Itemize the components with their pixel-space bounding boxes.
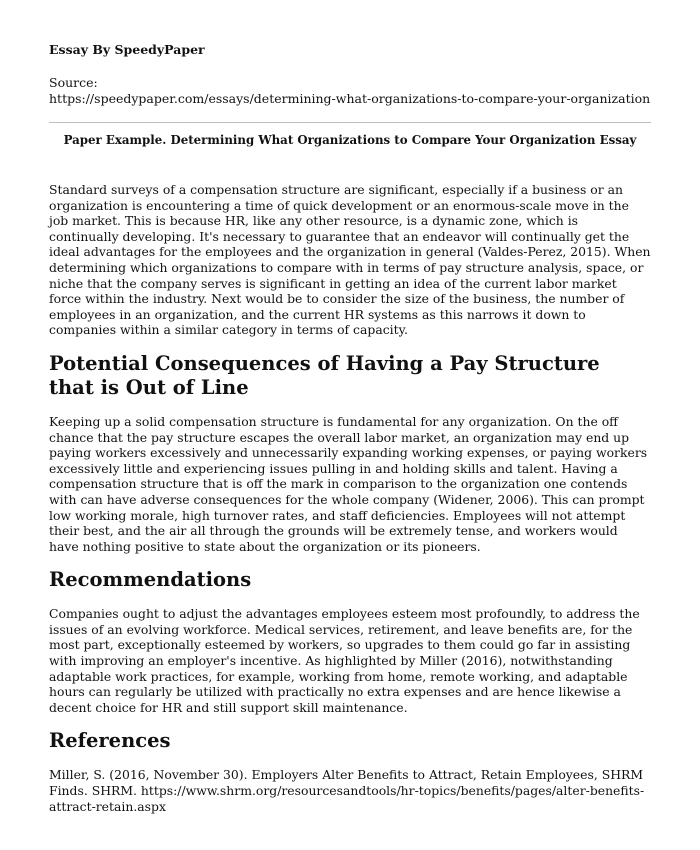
source-label: Source: [49,75,98,90]
section-heading-consequences: Potential Consequences of Having a Pay Structure that is Out of Line [49,351,600,399]
source-url[interactable]: https://speedypaper.com/essays/determining-what-organizations-to-compare-your-organization [49,91,651,106]
section-heading-recommendations: Recommendations [49,568,252,592]
section-paragraph-consequences: Keeping up a solid compensation structure is fundamental for any organization. On the off chance that the pay structure escapes the overall labor market, an organization may end up paying workers excessively and unnecessarily expanding working expenses, or paying workers excessively little and experiencing issues pulling in and holding skills and talent. Having a compensation structure that is off the mark in comparison to the organization one contends with can have adverse consequences for the whole company (Widener, 2006). This can prompt low working morale, high turnover rates, and staff deficiencies. Employees will not attempt their best, and the air all through the grounds will be extremely tense, and workers would have nothing positive to state about the organization or its pioneers. [49,413,648,554]
section-heading-references: References [49,729,171,753]
brand-title: Essay By SpeedyPaper [49,42,205,57]
reference-entry: Miller, S. (2016, November 30). Employers Alter Benefits to Attract, Retain Employees, SHRM Finds. SHRM. https://www.shrm.org/resourcesandtools/hr-topics/benefits/pages/alter-benefits-attract-retain.aspx [49,767,645,814]
section-paragraph-recommendations: Companies ought to adjust the advantages employees esteem most profoundly, to address the issues of an evolving workforce. Medical services, retirement, and leave benefits are, for the most part, exceptionally esteemed by workers, so upgrades to them could go far in assisting with improving an employer's incentive. As highlighted by Miller (2016), notwithstanding adaptable work practices, for example, working from home, remote working, and adaptable hours can regularly be utilized with practically no extra expenses and are hence likewise a decent choice for HR and still support skill maintenance. [49,606,640,715]
intro-paragraph: Standard surveys of a compensation structure are significant, especially if a business or an organization is encountering a time of quick development or an enormous-scale move in the job market. This is because HR, like any other resource, is a dynamic zone, which is continually developing. It's necessary to guarantee that an endeavor will continually get the ideal advantages for the employees and the organization in general (Valdes-Perez, 2015). When determining which organizations to compare with in terms of pay structure analysis, space, or niche that the company serves is significant in getting an idea of the current labor market force within the industry. Next would be to consider the size of the business, the number of employees in an organization, and the current HR systems as this narrows it down to companies within a similar category in terms of capacity. [49,182,651,338]
header-divider [49,122,651,123]
document-title: Paper Example. Determining What Organizations to Compare Your Organization Essay [63,133,637,147]
